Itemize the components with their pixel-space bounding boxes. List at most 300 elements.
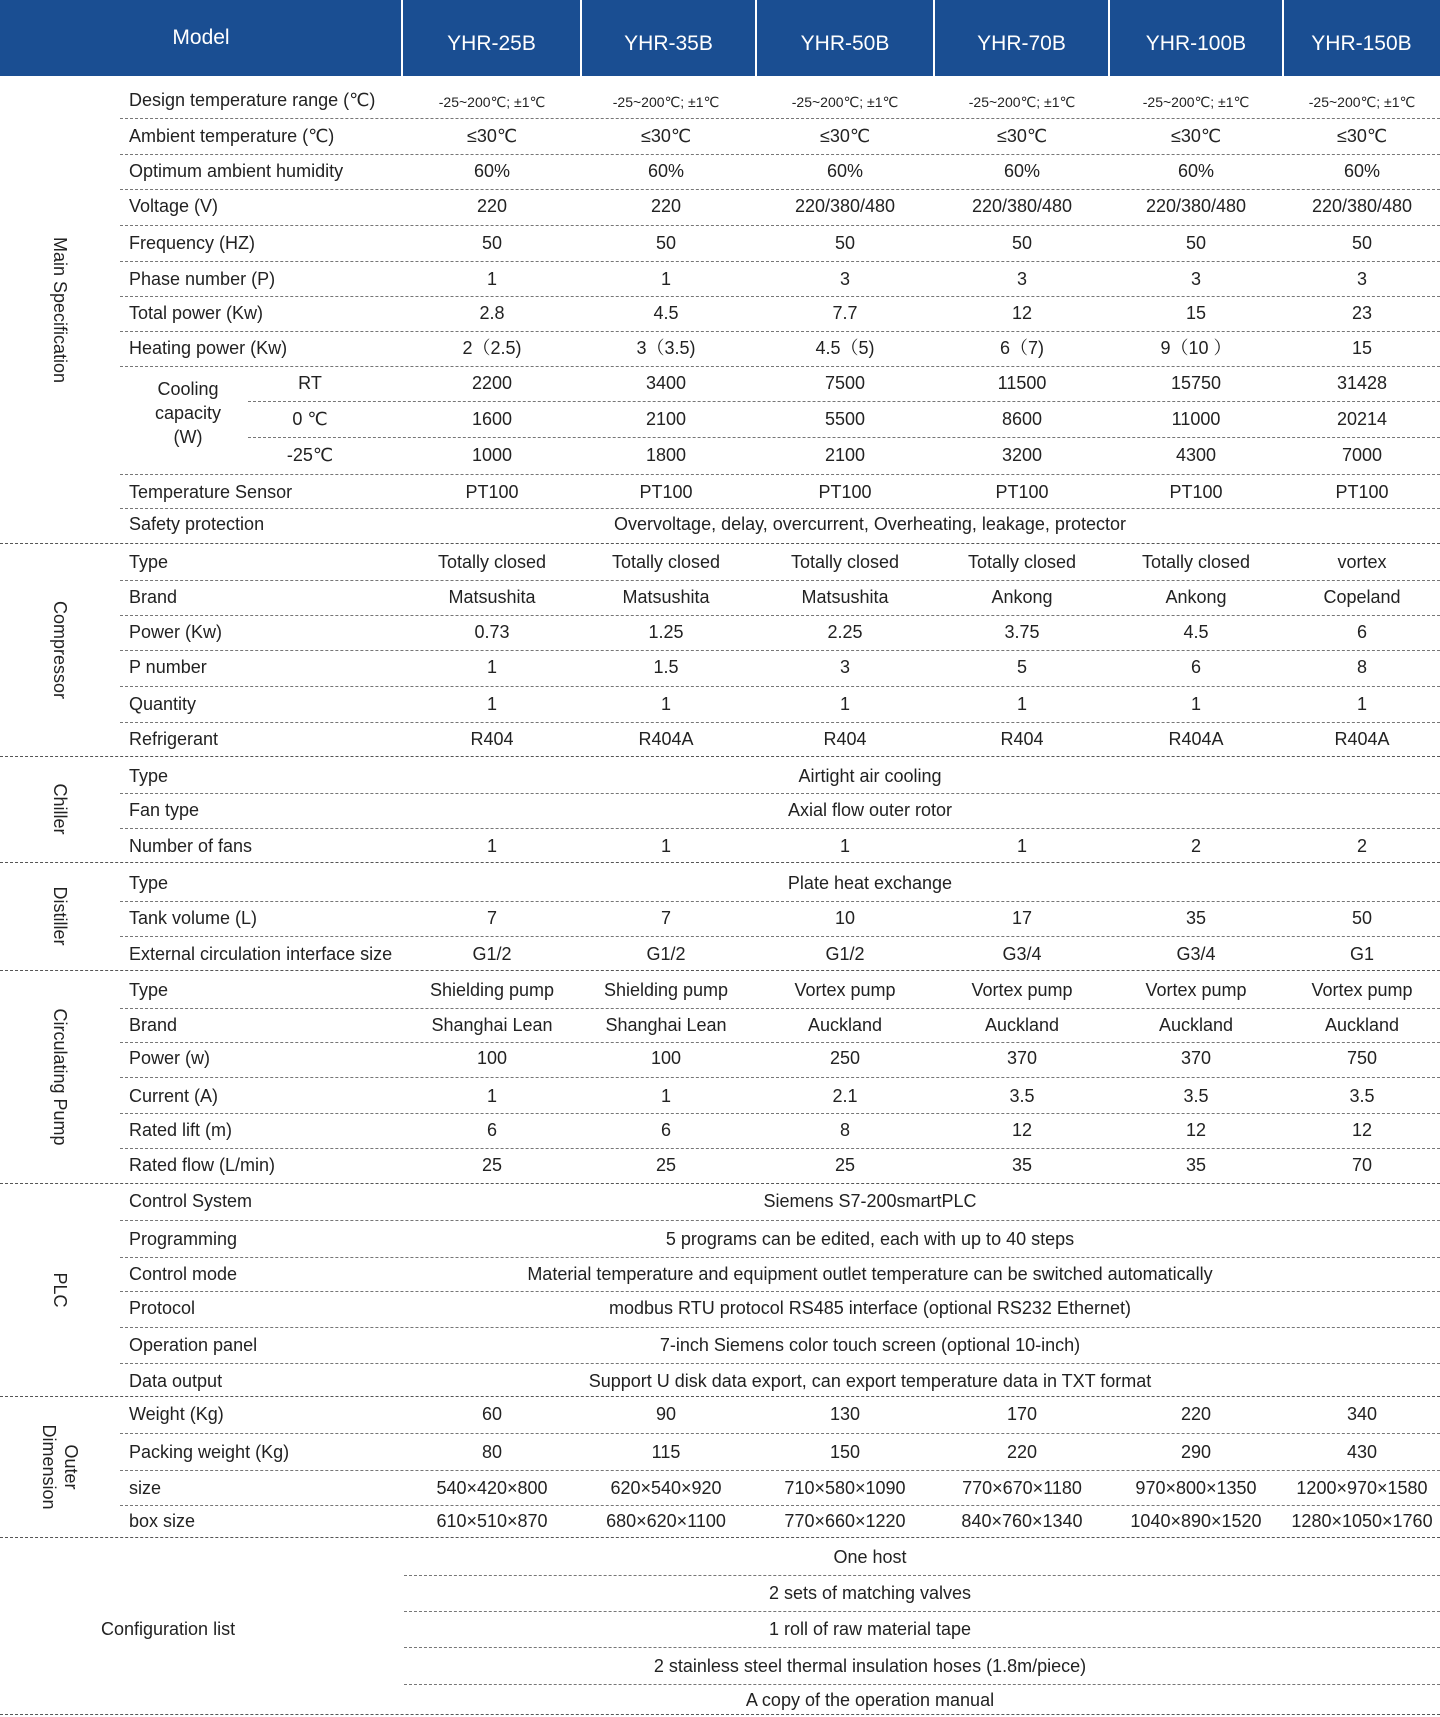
row-divider bbox=[120, 1257, 1440, 1258]
row-divider bbox=[120, 1327, 1440, 1328]
cell-value: 60% bbox=[1003, 161, 1041, 181]
cell-value: 4.5 bbox=[653, 303, 679, 323]
cooling-sub-label: RT bbox=[298, 373, 322, 393]
row-divider bbox=[120, 936, 1440, 937]
cell-value: 17 bbox=[1011, 908, 1033, 928]
cell-value: Auckland bbox=[1324, 1015, 1400, 1035]
row-label: Brand bbox=[129, 587, 178, 607]
cell-value: R404A bbox=[638, 729, 694, 749]
cell-value: 1 bbox=[1356, 694, 1368, 714]
row-span-value: Axial flow outer rotor bbox=[787, 800, 953, 820]
cell-value: 1 bbox=[660, 836, 672, 856]
cell-value: 770×660×1220 bbox=[784, 1511, 906, 1531]
configuration-item: A copy of the operation manual bbox=[745, 1690, 995, 1710]
row-divider bbox=[120, 686, 1440, 687]
row-label: External circulation interface size bbox=[129, 944, 393, 964]
cell-value: 4.5 bbox=[1183, 622, 1209, 642]
row-label: Type bbox=[129, 766, 169, 786]
section-divider bbox=[0, 543, 1440, 544]
section-label-text: Outer Dimension bbox=[39, 1423, 81, 1510]
row-divider bbox=[120, 1042, 1440, 1043]
cell-value: 220/380/480 bbox=[1145, 196, 1247, 216]
cell-value: 35 bbox=[1185, 908, 1207, 928]
cell-value: Shielding pump bbox=[603, 980, 729, 1000]
cell-value: 2.8 bbox=[479, 303, 505, 323]
row-span-value: modbus RTU protocol RS485 interface (optional RS232 Ethernet) bbox=[609, 1298, 1131, 1318]
row-divider bbox=[120, 261, 1440, 262]
header-model-yhr-25b: YHR-25B bbox=[447, 32, 536, 55]
cell-value: 3.5 bbox=[1183, 1086, 1209, 1106]
row-divider bbox=[120, 1291, 1440, 1292]
row-label: Number of fans bbox=[129, 836, 253, 856]
cell-value: 3（3.5) bbox=[636, 338, 696, 358]
cell-value: 15 bbox=[1351, 338, 1373, 358]
cell-value: 60% bbox=[1177, 161, 1215, 181]
cell-value: ≤30℃ bbox=[640, 126, 692, 146]
cell-value: 220/380/480 bbox=[1311, 196, 1413, 216]
cooling-capacity-label: Cooling capacity (W) bbox=[154, 379, 222, 447]
row-divider bbox=[120, 901, 1440, 902]
cell-value: 6 bbox=[1190, 657, 1202, 677]
configuration-item: 2 stainless steel thermal insulation hoses (1.8m/piece) bbox=[653, 1656, 1087, 1676]
cell-value: 2 bbox=[1190, 836, 1202, 856]
row-divider bbox=[120, 1148, 1440, 1149]
cell-value: 1040×890×1520 bbox=[1130, 1511, 1262, 1531]
cell-value: 4.5（5) bbox=[815, 338, 875, 358]
cell-value: 1 bbox=[660, 694, 672, 714]
cell-value: 370 bbox=[1006, 1048, 1038, 1068]
cell-value: 15750 bbox=[1170, 373, 1222, 393]
cell-value: 3 bbox=[1356, 269, 1368, 289]
row-divider bbox=[248, 401, 1440, 402]
cell-value: 7 bbox=[486, 908, 498, 928]
cell-value: 3 bbox=[1190, 269, 1202, 289]
cell-value: 50 bbox=[1185, 233, 1207, 253]
section-label bbox=[0, 970, 120, 1183]
cell-value: -25~200℃; ±1℃ bbox=[1142, 94, 1250, 110]
cell-value: -25~200℃; ±1℃ bbox=[612, 94, 720, 110]
row-label: Fan type bbox=[129, 800, 200, 820]
cell-value: 1.25 bbox=[648, 622, 684, 642]
cell-value: 11500 bbox=[997, 373, 1047, 393]
cell-value: ≤30℃ bbox=[466, 126, 518, 146]
row-divider bbox=[120, 828, 1440, 829]
cell-value: 1 bbox=[486, 657, 498, 677]
cell-value: G1/2 bbox=[825, 944, 865, 964]
cell-value: 60 bbox=[481, 1404, 503, 1424]
row-divider bbox=[120, 474, 1440, 475]
cell-value: Vortex pump bbox=[971, 980, 1073, 1000]
row-divider bbox=[120, 154, 1440, 155]
cell-value: 8 bbox=[1356, 657, 1368, 677]
row-label: Tank volume (L) bbox=[129, 908, 258, 928]
row-label: Packing weight (Kg) bbox=[129, 1442, 290, 1462]
row-divider bbox=[120, 331, 1440, 332]
row-span-value: Plate heat exchange bbox=[787, 873, 953, 893]
header-model-yhr-100b: YHR-100B bbox=[1145, 32, 1247, 55]
configuration-divider bbox=[404, 1611, 1440, 1612]
cooling-sub-label: -25℃ bbox=[286, 445, 334, 465]
cell-value: 80 bbox=[481, 1442, 503, 1462]
cooling-sub-label: 0 ℃ bbox=[292, 409, 328, 429]
row-divider bbox=[120, 366, 1440, 367]
cell-value: 2100 bbox=[645, 409, 687, 429]
row-label: Current (A) bbox=[129, 1086, 219, 1106]
cell-value: 60% bbox=[473, 161, 511, 181]
cell-value: Totally closed bbox=[437, 552, 547, 572]
cell-value: 1.5 bbox=[653, 657, 679, 677]
cell-value: Shielding pump bbox=[429, 980, 555, 1000]
cell-value: 50 bbox=[481, 233, 503, 253]
row-divider bbox=[120, 1470, 1440, 1471]
row-label: Operation panel bbox=[129, 1335, 258, 1355]
cell-value: Copeland bbox=[1323, 587, 1401, 607]
cell-value: 10 bbox=[834, 908, 856, 928]
row-label: Power (Kw) bbox=[129, 622, 223, 642]
row-span-value: 7-inch Siemens color touch screen (optional 10-inch) bbox=[659, 1335, 1081, 1355]
cell-value: 12 bbox=[1185, 1120, 1207, 1140]
row-divider bbox=[120, 1363, 1440, 1364]
cell-value: -25~200℃; ±1℃ bbox=[438, 94, 546, 110]
cell-value: 1 bbox=[660, 269, 672, 289]
cell-value: 8600 bbox=[1001, 409, 1043, 429]
cell-value: Auckland bbox=[807, 1015, 883, 1035]
section-label bbox=[0, 1183, 120, 1396]
configuration-list-label: Configuration list bbox=[101, 1619, 236, 1639]
row-divider bbox=[120, 1008, 1440, 1009]
section-label-text: Main Specification bbox=[50, 236, 70, 383]
cell-value: 50 bbox=[1351, 233, 1373, 253]
cell-value: 8 bbox=[839, 1120, 851, 1140]
cell-value: R404 bbox=[470, 729, 514, 749]
row-divider bbox=[120, 508, 1440, 509]
cell-value: 5 bbox=[1016, 657, 1028, 677]
cell-value: 430 bbox=[1346, 1442, 1378, 1462]
cell-value: 3.75 bbox=[1004, 622, 1040, 642]
cell-value: vortex bbox=[1337, 552, 1387, 572]
row-label: Voltage (V) bbox=[129, 196, 219, 216]
cell-value: 150 bbox=[829, 1442, 861, 1462]
cell-value: 540×420×800 bbox=[436, 1478, 548, 1498]
section-label-text: Chiller bbox=[50, 783, 70, 835]
cell-value: 50 bbox=[1011, 233, 1033, 253]
cell-value: PT100 bbox=[818, 482, 872, 502]
row-label: Ambient temperature (℃) bbox=[129, 126, 335, 146]
cell-value: 840×760×1340 bbox=[961, 1511, 1083, 1531]
cell-value: 970×800×1350 bbox=[1135, 1478, 1257, 1498]
row-divider bbox=[120, 189, 1440, 190]
configuration-divider bbox=[404, 1684, 1440, 1685]
row-label: Type bbox=[129, 552, 169, 572]
cell-value: R404 bbox=[1000, 729, 1044, 749]
cell-value: Vortex pump bbox=[1311, 980, 1413, 1000]
row-divider bbox=[120, 1505, 1440, 1506]
cell-value: 2100 bbox=[824, 445, 866, 465]
row-divider bbox=[120, 1220, 1440, 1221]
cell-value: 25 bbox=[834, 1155, 856, 1175]
cell-value: 770×670×1180 bbox=[962, 1478, 1082, 1498]
cell-value: 9（10 ） bbox=[1160, 338, 1232, 358]
cell-value: Totally closed bbox=[967, 552, 1077, 572]
section-label bbox=[0, 1396, 120, 1537]
cell-value: 3.5 bbox=[1349, 1086, 1375, 1106]
cell-value: 220 bbox=[1180, 1404, 1212, 1424]
cell-value: Auckland bbox=[1158, 1015, 1234, 1035]
cell-value: 3200 bbox=[1001, 445, 1043, 465]
cell-value: PT100 bbox=[639, 482, 693, 502]
cell-value: 6（7) bbox=[999, 338, 1045, 358]
cell-value: Vortex pump bbox=[1145, 980, 1247, 1000]
cell-value: 70 bbox=[1351, 1155, 1373, 1175]
row-span-value: Airtight air cooling bbox=[798, 766, 942, 786]
cell-value: G3/4 bbox=[1176, 944, 1216, 964]
cell-value: 2200 bbox=[471, 373, 513, 393]
cell-value: Matsushita bbox=[622, 587, 710, 607]
cell-value: 1280×1050×1760 bbox=[1291, 1511, 1433, 1531]
cell-value: PT100 bbox=[465, 482, 519, 502]
row-divider bbox=[120, 615, 1440, 616]
row-span-value: Siemens S7-200smartPLC bbox=[763, 1191, 977, 1211]
cell-value: G1/2 bbox=[472, 944, 512, 964]
section-label bbox=[0, 756, 120, 862]
cell-value: 220/380/480 bbox=[971, 196, 1073, 216]
row-label: Power (w) bbox=[129, 1048, 211, 1068]
cell-value: 2.1 bbox=[832, 1086, 858, 1106]
cell-value: Matsushita bbox=[801, 587, 889, 607]
cell-value: 130 bbox=[829, 1404, 861, 1424]
cell-value: ≤30℃ bbox=[1170, 126, 1222, 146]
cell-value: G3/4 bbox=[1002, 944, 1042, 964]
section-divider bbox=[0, 1396, 1440, 1397]
row-divider bbox=[120, 1113, 1440, 1114]
cell-value: 35 bbox=[1011, 1155, 1033, 1175]
row-label: Refrigerant bbox=[129, 729, 219, 749]
row-divider bbox=[120, 722, 1440, 723]
cell-value: 2（2.5) bbox=[462, 338, 522, 358]
cell-value: Matsushita bbox=[448, 587, 536, 607]
model-header-label: Model bbox=[172, 26, 230, 49]
row-divider bbox=[120, 650, 1440, 651]
row-label: Quantity bbox=[129, 694, 197, 714]
row-label: Frequency (HZ) bbox=[129, 233, 256, 253]
row-label: Phase number (P) bbox=[129, 269, 276, 289]
cell-value: 2.25 bbox=[827, 622, 863, 642]
row-label: Control mode bbox=[129, 1264, 238, 1284]
section-divider bbox=[0, 1537, 1440, 1538]
row-label: Rated lift (m) bbox=[129, 1120, 233, 1140]
section-divider bbox=[0, 862, 1440, 863]
cell-value: 340 bbox=[1346, 1404, 1378, 1424]
cell-value: 50 bbox=[834, 233, 856, 253]
section-label bbox=[0, 862, 120, 970]
cell-value: 11000 bbox=[1171, 409, 1221, 429]
cell-value: 50 bbox=[1351, 908, 1373, 928]
cell-value: 12 bbox=[1351, 1120, 1373, 1140]
section-label-text: Circulating Pump bbox=[50, 1007, 70, 1146]
cell-value: -25~200℃; ±1℃ bbox=[791, 94, 899, 110]
cell-value: 1 bbox=[486, 269, 498, 289]
cell-value: Auckland bbox=[984, 1015, 1060, 1035]
cell-value: 3 bbox=[839, 269, 851, 289]
cell-value: PT100 bbox=[995, 482, 1049, 502]
cell-value: 750 bbox=[1346, 1048, 1378, 1068]
cell-value: PT100 bbox=[1169, 482, 1223, 502]
row-divider bbox=[120, 580, 1440, 581]
cell-value: 1 bbox=[1016, 694, 1028, 714]
row-label: Heating power (Kw) bbox=[129, 338, 288, 358]
row-divider bbox=[120, 1077, 1440, 1078]
cell-value: 2 bbox=[1356, 836, 1368, 856]
row-label: Data output bbox=[129, 1371, 223, 1391]
cell-value: 7.7 bbox=[832, 303, 858, 323]
cell-value: ≤30℃ bbox=[996, 126, 1048, 146]
cell-value: 12 bbox=[1011, 303, 1033, 323]
cell-value: 60% bbox=[647, 161, 685, 181]
row-label: Type bbox=[129, 873, 169, 893]
cell-value: 7500 bbox=[824, 373, 866, 393]
row-label: Design temperature range (℃) bbox=[129, 90, 376, 110]
cell-value: Vortex pump bbox=[794, 980, 896, 1000]
cell-value: 3.5 bbox=[1009, 1086, 1035, 1106]
cell-value: 220/380/480 bbox=[794, 196, 896, 216]
configuration-divider bbox=[404, 1647, 1440, 1648]
cell-value: 290 bbox=[1180, 1442, 1212, 1462]
cell-value: 6 bbox=[486, 1120, 498, 1140]
section-divider bbox=[0, 756, 1440, 757]
cell-value: 5500 bbox=[824, 409, 866, 429]
cell-value: 90 bbox=[655, 1404, 677, 1424]
row-label: Safety protection bbox=[129, 514, 265, 534]
configuration-divider bbox=[404, 1575, 1440, 1576]
cell-value: 680×620×1100 bbox=[606, 1511, 726, 1531]
row-label: Temperature Sensor bbox=[129, 482, 293, 502]
row-label: Optimum ambient humidity bbox=[129, 161, 344, 181]
cell-value: 6 bbox=[660, 1120, 672, 1140]
cell-value: 25 bbox=[655, 1155, 677, 1175]
cell-value: 1600 bbox=[471, 409, 513, 429]
cell-value: Ankong bbox=[991, 587, 1053, 607]
cell-value: 115 bbox=[651, 1442, 681, 1462]
cell-value: 610×510×870 bbox=[436, 1511, 548, 1531]
row-label: Brand bbox=[129, 1015, 178, 1035]
header-model-yhr-70b: YHR-70B bbox=[977, 32, 1066, 55]
cell-value: Shanghai Lean bbox=[605, 1015, 727, 1035]
cell-value: -25~200℃; ±1℃ bbox=[968, 94, 1076, 110]
cell-value: 31428 bbox=[1336, 373, 1388, 393]
cell-value: 25 bbox=[481, 1155, 503, 1175]
cell-value: 100 bbox=[476, 1048, 508, 1068]
cell-value: 35 bbox=[1185, 1155, 1207, 1175]
section-divider bbox=[0, 1183, 1440, 1184]
cell-value: 3 bbox=[839, 657, 851, 677]
row-label: Rated flow (L/min) bbox=[129, 1155, 276, 1175]
cell-value: Totally closed bbox=[790, 552, 900, 572]
row-divider bbox=[120, 793, 1440, 794]
row-label: Control System bbox=[129, 1191, 253, 1211]
section-divider bbox=[0, 970, 1440, 971]
row-label: Programming bbox=[129, 1229, 238, 1249]
row-divider bbox=[120, 1433, 1440, 1434]
cell-value: 1 bbox=[486, 1086, 498, 1106]
cell-value: 12 bbox=[1011, 1120, 1033, 1140]
cell-value: ≤30℃ bbox=[1336, 126, 1388, 146]
section-label bbox=[0, 76, 120, 543]
cell-value: 60% bbox=[826, 161, 864, 181]
header-model-yhr-35b: YHR-35B bbox=[624, 32, 713, 55]
cell-value: 23 bbox=[1351, 303, 1373, 323]
cell-value: 220 bbox=[476, 196, 508, 216]
section-label-text: Compressor bbox=[50, 600, 70, 699]
cell-value: 1 bbox=[839, 836, 851, 856]
row-span-value: Material temperature and equipment outlet temperature can be switched automatically bbox=[527, 1264, 1213, 1284]
cell-value: 60% bbox=[1343, 161, 1381, 181]
cell-value: G1 bbox=[1349, 944, 1375, 964]
table-bottom-border bbox=[0, 1714, 1440, 1715]
table-header bbox=[0, 0, 1440, 76]
row-label: Protocol bbox=[129, 1298, 196, 1318]
cell-value: 7 bbox=[660, 908, 672, 928]
row-divider bbox=[248, 437, 1440, 438]
section-label-text: Distiller bbox=[50, 886, 70, 946]
configuration-item: One host bbox=[833, 1547, 907, 1567]
cell-value: R404 bbox=[823, 729, 867, 749]
cell-value: Shanghai Lean bbox=[431, 1015, 553, 1035]
cell-value: 4300 bbox=[1175, 445, 1217, 465]
cell-value: 1 bbox=[486, 694, 498, 714]
row-span-value: Support U disk data export, can export temperature data in TXT format bbox=[588, 1371, 1152, 1391]
cell-value: 20214 bbox=[1336, 409, 1388, 429]
cell-value: 370 bbox=[1180, 1048, 1212, 1068]
cell-value: Ankong bbox=[1165, 587, 1227, 607]
configuration-item: 1 roll of raw material tape bbox=[768, 1619, 972, 1639]
row-label: Total power (Kw) bbox=[129, 303, 264, 323]
row-label: Weight (Kg) bbox=[129, 1404, 224, 1424]
row-label: size bbox=[129, 1478, 162, 1498]
header-model-yhr-150b: YHR-150B bbox=[1311, 32, 1412, 55]
cell-value: ≤30℃ bbox=[819, 126, 871, 146]
cell-value: G1/2 bbox=[646, 944, 686, 964]
cell-value: 0.73 bbox=[474, 622, 510, 642]
row-span-value: 5 programs can be edited, each with up to 40 steps bbox=[665, 1229, 1075, 1249]
cell-value: 3 bbox=[1016, 269, 1028, 289]
cell-value: 220 bbox=[650, 196, 682, 216]
row-divider bbox=[120, 296, 1440, 297]
cell-value: 620×540×920 bbox=[610, 1478, 722, 1498]
row-span-value: Overvoltage, delay, overcurrent, Overheating, leakage, protector bbox=[614, 514, 1126, 534]
row-label: Type bbox=[129, 980, 169, 1000]
cell-value: 1000 bbox=[471, 445, 513, 465]
section-label-text: PLC bbox=[50, 1271, 70, 1308]
cell-value: Totally closed bbox=[611, 552, 721, 572]
cell-value: 1 bbox=[1190, 694, 1202, 714]
cell-value: R404A bbox=[1334, 729, 1390, 749]
cell-value: 1 bbox=[486, 836, 498, 856]
row-label: P number bbox=[129, 657, 207, 677]
cell-value: 1 bbox=[660, 1086, 672, 1106]
cell-value: 1800 bbox=[645, 445, 687, 465]
configuration-item: 2 sets of matching valves bbox=[768, 1583, 972, 1603]
cell-value: 3400 bbox=[645, 373, 687, 393]
cell-value: Totally closed bbox=[1141, 552, 1251, 572]
row-divider bbox=[120, 225, 1440, 226]
cell-value: 50 bbox=[655, 233, 677, 253]
cell-value: 1 bbox=[1016, 836, 1028, 856]
cell-value: 6 bbox=[1356, 622, 1368, 642]
cell-value: 710×580×1090 bbox=[784, 1478, 906, 1498]
cell-value: 250 bbox=[829, 1048, 861, 1068]
cell-value: 170 bbox=[1006, 1404, 1038, 1424]
cell-value: R404A bbox=[1168, 729, 1224, 749]
